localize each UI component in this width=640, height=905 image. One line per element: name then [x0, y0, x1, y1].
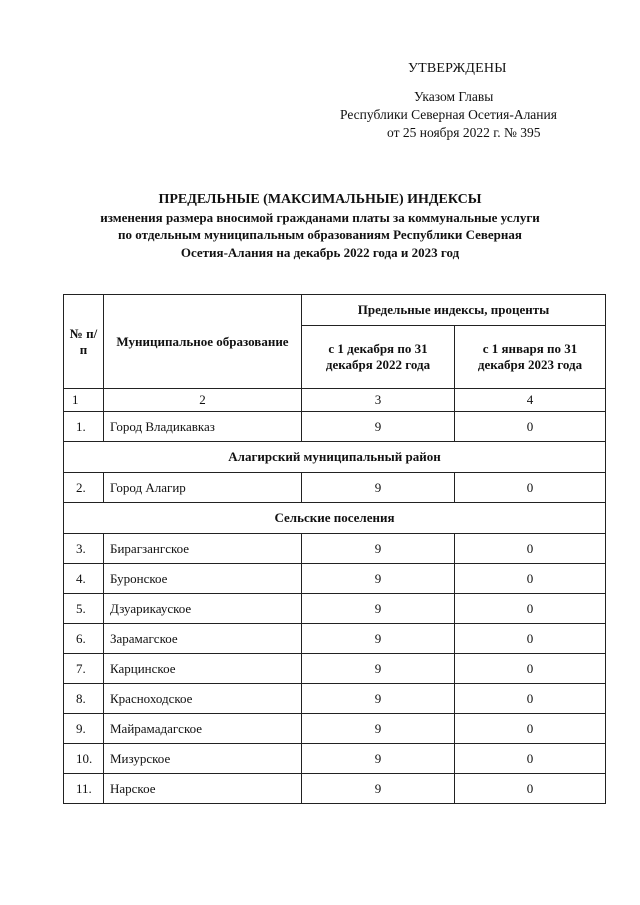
row-value-2022: 9 [302, 744, 455, 774]
row-name: Зарамагское [104, 624, 302, 654]
document-title [40, 191, 600, 261]
row-name: Красноходское [104, 684, 302, 714]
row-value-2022: 9 [302, 594, 455, 624]
section-row [64, 442, 606, 473]
table-row [64, 412, 606, 442]
table-row [64, 624, 606, 654]
row-value-2023: 0 [455, 564, 606, 594]
row-name: Бирагзангское [104, 534, 302, 564]
row-value-2023: 0 [455, 684, 606, 714]
table-row [64, 564, 606, 594]
row-number: 10. [64, 744, 104, 774]
row-value-2022: 9 [302, 624, 455, 654]
row-number: 11. [64, 774, 104, 804]
indices-table [63, 294, 606, 804]
row-value-2023: 0 [455, 534, 606, 564]
table-row [64, 473, 606, 503]
section-title-rural: Сельские поселения [64, 503, 606, 534]
document-title-sub-2: по отдельным муниципальным образованиям Республики Северная [118, 227, 522, 242]
row-value-2023: 0 [455, 654, 606, 684]
row-value-2022: 9 [302, 412, 455, 442]
row-number: 8. [64, 684, 104, 714]
table-row [64, 714, 606, 744]
row-number: 2. [64, 473, 104, 503]
row-value-2023: 0 [455, 594, 606, 624]
approval-block [330, 60, 620, 142]
column-number: 2 [104, 389, 302, 412]
table-row [64, 684, 606, 714]
row-number: 3. [64, 534, 104, 564]
document-title-sub-3: Осетия-Алания на декабрь 2022 года и 2023 год [180, 244, 460, 260]
row-value-2022: 9 [302, 774, 455, 804]
header-period-2023: с 1 января по 31 декабря 2023 года [455, 326, 606, 389]
column-number: 3 [302, 389, 455, 412]
row-name: Мизурское [104, 744, 302, 774]
approval-republic-line: Республики Северная Осетия-Алания [340, 107, 557, 122]
row-name: Буронское [104, 564, 302, 594]
row-number: 9. [64, 714, 104, 744]
row-value-2022: 9 [302, 473, 455, 503]
column-number: 1 [64, 389, 104, 412]
approval-decree-line: Указом Главы [414, 89, 494, 104]
row-value-2023: 0 [455, 774, 606, 804]
row-name: Город Владикавказ [104, 412, 302, 442]
row-value-2022: 9 [302, 534, 455, 564]
header-name: Муниципальное образование [104, 295, 302, 389]
row-name: Карцинское [104, 654, 302, 684]
approval-title: УТВЕРЖДЕНЫ [408, 61, 507, 76]
document-title-main: ПРЕДЕЛЬНЫЕ (МАКСИМАЛЬНЫЕ) ИНДЕКСЫ [158, 192, 482, 207]
column-numbers-row [64, 389, 606, 412]
table-row [64, 774, 606, 804]
row-value-2023: 0 [455, 624, 606, 654]
row-value-2022: 9 [302, 684, 455, 714]
table-header-row [64, 295, 606, 326]
row-value-2023: 0 [455, 473, 606, 503]
column-number: 4 [455, 389, 606, 412]
document-title-sub-1: изменения размера вносимой гражданами платы за коммунальные услуги [100, 209, 540, 225]
row-value-2022: 9 [302, 714, 455, 744]
header-group: Предельные индексы, проценты [302, 295, 606, 326]
header-period-2022: с 1 декабря по 31 декабря 2022 года [302, 326, 455, 389]
table-row [64, 534, 606, 564]
approval-date-line: от 25 ноября 2022 г. № 395 [387, 125, 541, 140]
row-value-2022: 9 [302, 564, 455, 594]
row-value-2023: 0 [455, 744, 606, 774]
row-number: 1. [64, 412, 104, 442]
table-row [64, 654, 606, 684]
row-name: Дзуарикауское [104, 594, 302, 624]
section-row [64, 503, 606, 534]
table-row [64, 744, 606, 774]
row-value-2022: 9 [302, 654, 455, 684]
row-number: 6. [64, 624, 104, 654]
row-name: Нарское [104, 774, 302, 804]
row-value-2023: 0 [455, 412, 606, 442]
header-num: № п/п [64, 295, 104, 389]
row-name: Майрамадагское [104, 714, 302, 744]
row-name: Город Алагир [104, 473, 302, 503]
row-number: 5. [64, 594, 104, 624]
row-value-2023: 0 [455, 714, 606, 744]
section-title-alagir: Алагирский муниципальный район [64, 442, 606, 473]
table-row [64, 594, 606, 624]
row-number: 4. [64, 564, 104, 594]
row-number: 7. [64, 654, 104, 684]
